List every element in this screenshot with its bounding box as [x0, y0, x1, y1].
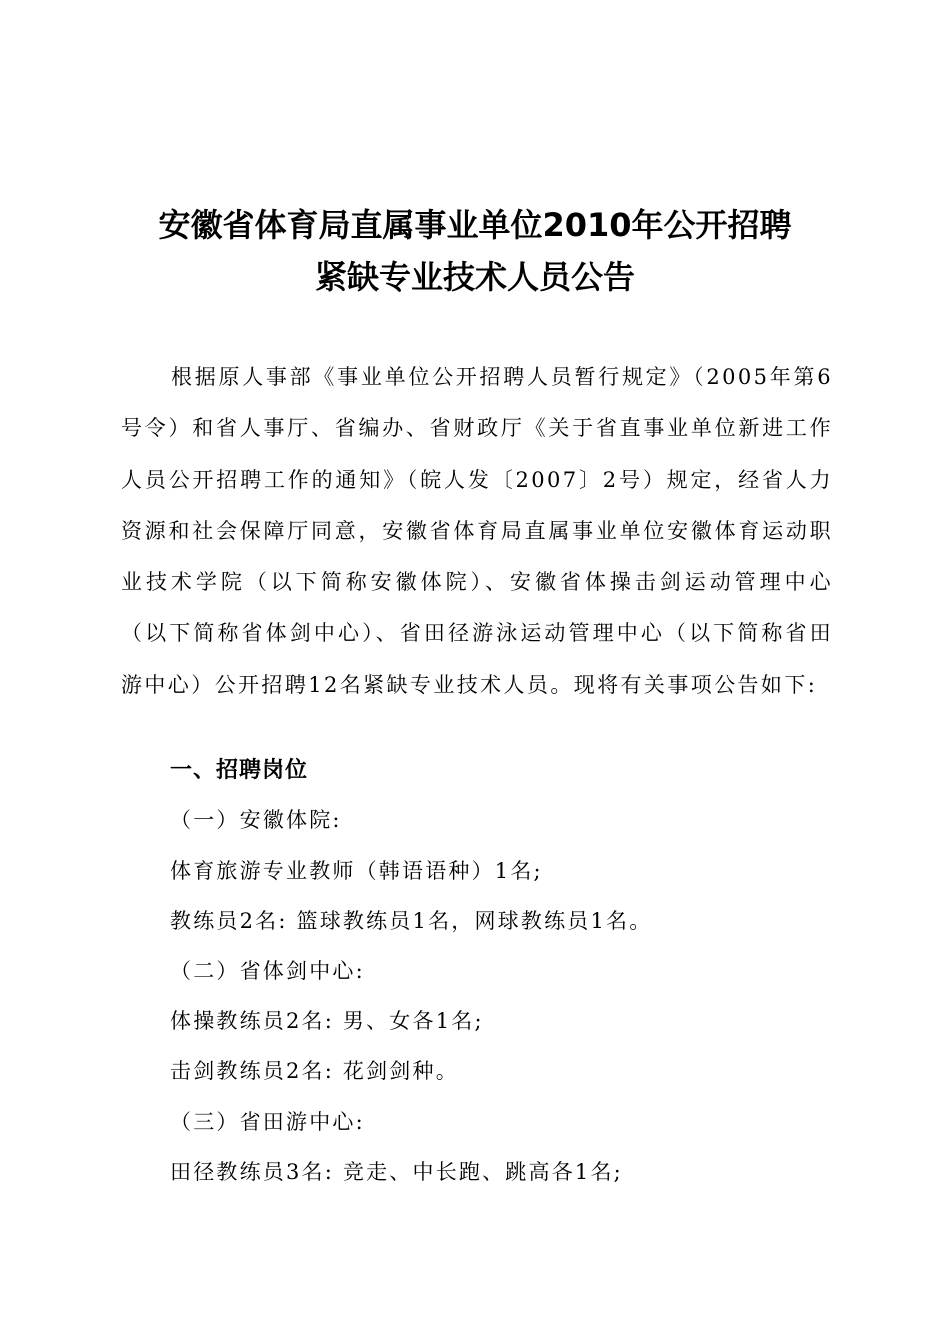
intro-paragraph: 根据原人事部《事业单位公开招聘人员暂行规定》（2005年第6号令）和省人事厅、省编办、省财政厅《关于省直事业单位新进工作人员公开招聘工作的通知》（皖人发〔2007〕2号）规定，经省人力资源和社会保障厅同意，安徽省体育局直属事业单位安徽体育运动职业技术学院（以下简称安徽体院）、安徽省体操击剑运动管理中心（以下简称省体剑中心）、省田径游泳运动管理中心（以下简称省田游中心）公开招聘12名紧缺专业技术人员。现将有关事项公告如下:	[121, 365, 833, 697]
subsection-athletics-swimming-center: （三）省田游中心:	[170, 1110, 365, 1134]
list-item: 教练员2名: 篮球教练员1名，网球教练员1名。	[170, 909, 653, 933]
title-line-2: 紧缺专业技术人员公告	[314, 258, 635, 296]
title-line-1: 安徽省体育局直属事业单位2010年公开招聘	[158, 206, 792, 244]
list-item: 体操教练员2名: 男、女各1名;	[170, 1009, 484, 1033]
list-item: 体育旅游专业教师（韩语语种）1名;	[170, 859, 543, 883]
subsection-gymnastics-fencing-center: （二）省体剑中心:	[170, 959, 365, 983]
list-item: 田径教练员3名: 竞走、中长跑、跳高各1名;	[170, 1160, 623, 1184]
subsection-anhui-institute: （一）安徽体院:	[170, 808, 342, 832]
list-item: 击剑教练员2名: 花剑剑种。	[170, 1059, 459, 1083]
section-heading-positions: 一、招聘岗位	[170, 758, 309, 783]
